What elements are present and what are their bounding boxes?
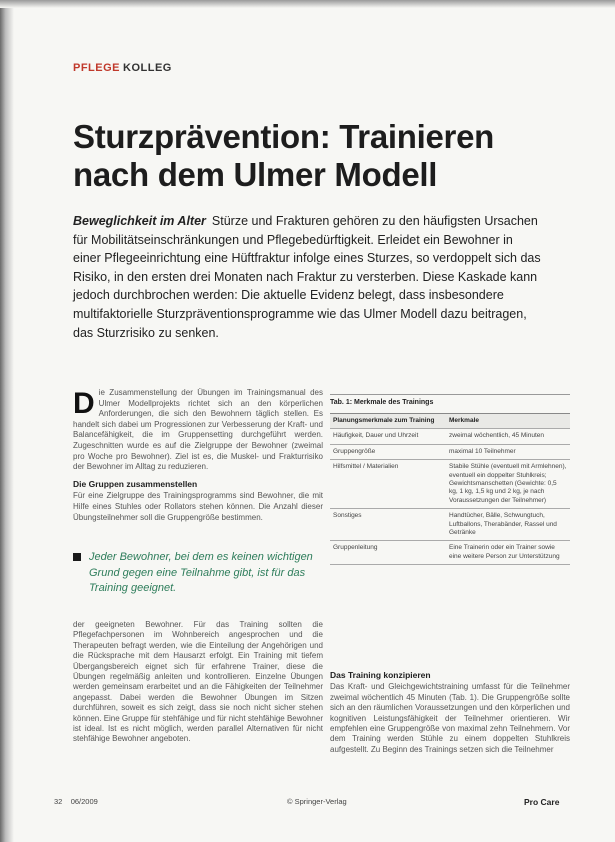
square-bullet-icon <box>73 553 81 561</box>
body-column-bottom <box>73 620 323 745</box>
table-caption: Tab. 1: Merkmale des Trainings <box>330 399 434 406</box>
table-cell: Hilfsmittel / Materialien <box>330 460 446 509</box>
kicker-red: PFLEGE <box>73 62 121 74</box>
table-cell: maximal 10 Teilnehmer <box>446 444 570 459</box>
body-paragraph-3: der geeigneten Bewohner. Für das Training sollten die Pflegefachpersonen im Wohnbereich angesprochen und die Therapeuten befragt werden, wie die Einteilung der Angehörigen und die Rücksprache mit dem Hausarzt erfolgt. Ein Training mit tiefem Übergangsbereich eignet sich für erfahrene Trainer, diese die Übungen regelmäßig anleiten und kontrollieren. Einzelne Übungen werden gemeinsam erarbeitet und an die Fähigkeiten der Teilnehmer angepasst. Dabei werden die Bewohner Übungen im Sitzen durchführen, soweit es sich zeigt, dass sie noch nicht sicher stehen können. Eine Gruppe für stehfähige und für nicht stehfähige Bewohner ist ideal. Ist es nicht möglich, werden parallel Alternativen für nicht stehfähige Bewohner angeboten. <box>73 620 323 744</box>
table-top-rule <box>330 394 570 395</box>
table-row <box>330 429 570 444</box>
page-number: 32 <box>54 797 63 806</box>
issue-date: 06/2009 <box>70 797 98 806</box>
table-cell: Stabile Stühle (eventuell mit Armlehnen), eventuell ein doppelter Stuhlkreis; Gewichtsmanschetten (Gewichte: 0,5 kg, 1 kg, 1,5 kg und 2 kg, je nach Voraussetzungen der Teilnehmer) <box>446 460 570 509</box>
kicker-dark: KOLLEG <box>123 62 172 74</box>
subhead-groups: Die Gruppen zusammenstellen <box>73 478 198 489</box>
title-line-1: Sturzprävention: Trainieren <box>73 118 494 155</box>
body-column-top <box>73 388 323 523</box>
table-row <box>330 509 570 541</box>
body-paragraph-2: Für eine Zielgruppe des Trainingsprogramms sind Bewohner, die mit Hilfe eines Stuhles oder Rollators stehen können. Die Anzahl dieser Übungsteilnehmer soll die Gruppengröße bestimmen. <box>73 491 323 522</box>
table-cell: Handtücher, Bälle, Schwungtuch, Luftballons, Therabänder, Rassel und Getränke <box>446 509 570 541</box>
lead-text: Stürze und Frakturen gehören zu den häufigsten Ursachen für Mobilitätseinschränkungen und Pflegebedürftigkeit. Erleidet ein Bewohner in einer Pflegeeinrichtung eine Hüftfraktur infolge eines Sturzes, so verdoppelt sich das Risiko, in den ersten drei Monaten nach Fraktur zu versterben. Diese Kaskade kann jedoch durchbrochen werden: Die aktuelle Evidenz belegt, dass insbesondere multifaktorielle Sturzpräventionsprogramme wie das Ulmer Modell dazu beitragen, das Sturzrisiko zu senken. <box>73 214 541 340</box>
training-table <box>330 413 570 565</box>
drop-cap: D <box>73 387 95 420</box>
title-line-2: nach dem Ulmer Modell <box>73 156 438 193</box>
section-training <box>330 670 570 755</box>
table-row <box>330 541 570 565</box>
footer-journal: Pro Care <box>524 797 560 807</box>
table-cell: Sonstiges <box>330 509 446 541</box>
scan-shadow-left <box>0 0 14 842</box>
table-cell: zweimal wöchentlich, 45 Minuten <box>446 429 570 444</box>
pull-quote-text: Jeder Bewohner, bei dem es keinen wichtigen Grund gegen eine Teilnahme gibt, ist für das Training geeignet. <box>89 551 313 594</box>
table-cell: Gruppengröße <box>330 444 446 459</box>
subhead-training: Das Training konzipieren <box>330 670 431 680</box>
section-kicker <box>73 62 172 74</box>
section-training-text: Das Kraft- und Gleichgewichtstraining umfasst für die Teilnehmer zweimal wöchentlich 45 Minuten (Tab. 1). Die Gruppengröße sollte sich an den räumlichen Voraussetzungen und den körperlichen und kognitiven Leistungsfähigkeit der Teilnehmer orientieren. Wir empfehlen eine Gruppengröße von maximal zehn Teilnehmern. Vor dem Training werden Stühle zu einem doppelten Stuhlkreis aufgestellt. Zu Beginn des Trainings setzen sich die Teilnehmer <box>330 682 570 754</box>
body-paragraph-1: ie Zusammenstellung der Übungen im Trainingsmanual des Ulmer Modellprojekts richtet sich an den körperlichen Anforderungen, die sich den Bewohnern täglich stellen. Es handelt sich dabei um Progressionen zur Verbesserung der Kraft- und Balancefähigkeit, die im Gruppensetting durchgeführt werden. Zugeschnitten wurde es auf die Zielgruppe der Bewohner (zweimal pro Woche pro Bewohner). Ziel ist es, die Muskel- und Frakturrisiko der Bewohner im Alltag zu reduzieren. <box>73 388 323 472</box>
pull-quote <box>73 550 323 597</box>
lead-kicker: Beweglichkeit im Alter <box>73 214 206 228</box>
scan-shadow-top <box>0 0 615 8</box>
table-header-cell: Merkmale <box>446 414 570 429</box>
lead-paragraph <box>73 212 543 342</box>
table-row <box>330 444 570 459</box>
table-header-cell: Planungsmerkmale zum Training <box>330 414 446 429</box>
table-header-row <box>330 414 570 429</box>
footer-page-issue <box>54 797 98 806</box>
article-title <box>73 118 553 194</box>
table-cell: Häufigkeit, Dauer und Uhrzeit <box>330 429 446 444</box>
table-row <box>330 460 570 509</box>
table-cell: Gruppenleitung <box>330 541 446 565</box>
table-cell: Eine Trainerin oder ein Trainer sowie eine weitere Person zur Unterstützung <box>446 541 570 565</box>
footer-publisher: © Springer-Verlag <box>287 797 347 806</box>
